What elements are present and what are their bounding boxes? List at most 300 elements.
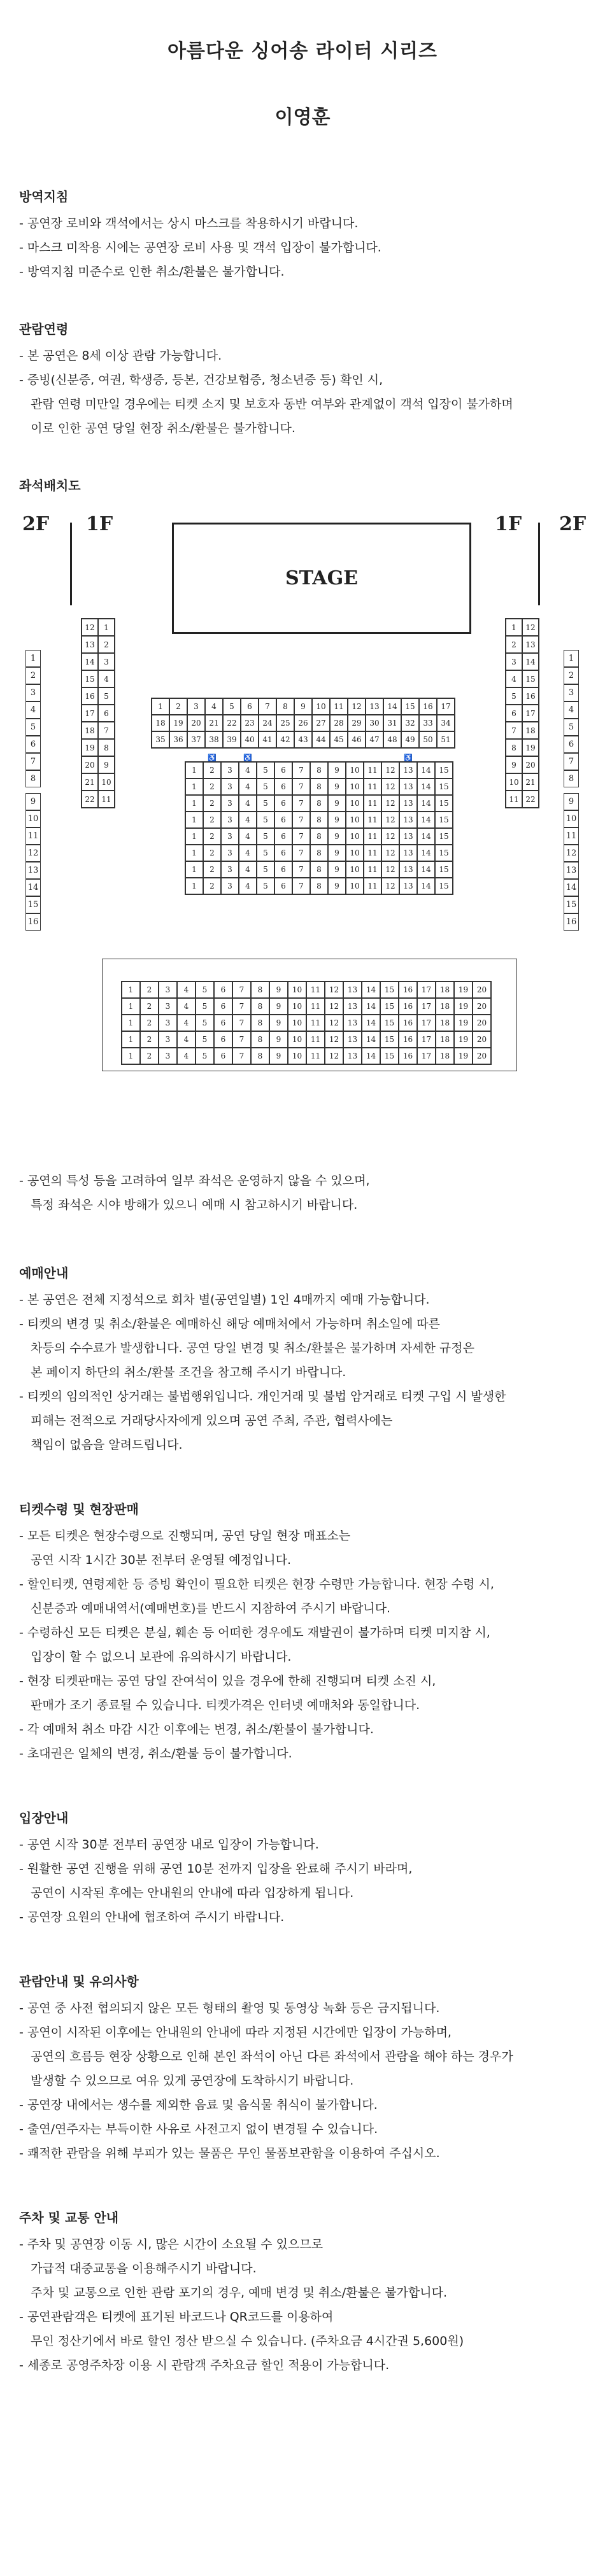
seat: 38 bbox=[205, 731, 223, 748]
text-line: - 공연의 특성 등을 고려하여 일부 좌석은 운영하지 않을 수 있으며, bbox=[19, 1174, 370, 1188]
text-line: - 초대권은 일체의 변경, 취소/환불 등이 불가합니다. bbox=[19, 1747, 292, 1761]
seat: 5 bbox=[257, 878, 274, 894]
seat: 16 bbox=[419, 698, 437, 715]
seat: 16 bbox=[399, 1048, 417, 1064]
seat: 16 bbox=[399, 982, 417, 998]
seat: 8 bbox=[251, 982, 269, 998]
seat: 18 bbox=[436, 1031, 454, 1048]
seat: 19 bbox=[454, 982, 473, 998]
seat: 8 bbox=[310, 812, 328, 828]
seat: 5 bbox=[196, 982, 214, 998]
seat: 15 bbox=[435, 861, 453, 878]
seat: 3 bbox=[159, 982, 177, 998]
seat: 7 bbox=[232, 982, 251, 998]
seat: 14 bbox=[362, 1015, 380, 1031]
seat: 4 bbox=[239, 845, 257, 861]
stage: STAGE bbox=[172, 523, 471, 634]
seat: 3 bbox=[221, 861, 239, 878]
seat: 10 bbox=[346, 795, 364, 812]
seat: 10 bbox=[25, 810, 41, 827]
seat: 7 bbox=[259, 698, 276, 715]
seat: 15 bbox=[380, 1048, 399, 1064]
seat: 22 bbox=[223, 715, 241, 731]
seat: 14 bbox=[82, 653, 98, 670]
seat: 5 bbox=[196, 1048, 214, 1064]
seat: 18 bbox=[436, 982, 454, 998]
section-pickup bbox=[19, 1499, 586, 1766]
text-line: 이로 인한 공연 당일 현장 취소/환불은 불가합니다. bbox=[19, 421, 295, 435]
seat: 1 bbox=[185, 845, 203, 861]
seat: 14 bbox=[417, 828, 435, 845]
text-line: 공연이 시작된 후에는 안내원의 안내에 따라 입장하게 됩니다. bbox=[19, 1886, 354, 1900]
seat: 7 bbox=[232, 1015, 251, 1031]
seat: 12 bbox=[381, 861, 399, 878]
seat: 15 bbox=[25, 896, 41, 913]
floor-label-2f-right: 2F bbox=[559, 513, 587, 535]
seat: 1 bbox=[185, 878, 203, 894]
seat: 6 bbox=[274, 861, 292, 878]
seat: 9 bbox=[328, 778, 346, 795]
seat: 15 bbox=[401, 698, 419, 715]
seat: 19 bbox=[169, 715, 187, 731]
seat: 8 bbox=[251, 998, 269, 1015]
seat: 12 bbox=[564, 845, 579, 862]
seat: 13 bbox=[564, 862, 579, 879]
seat: 14 bbox=[362, 998, 380, 1015]
section-age bbox=[19, 319, 586, 440]
seat: 20 bbox=[187, 715, 205, 731]
seat: 11 bbox=[25, 827, 41, 845]
seat: 14 bbox=[362, 982, 380, 998]
seat: 3 bbox=[159, 998, 177, 1015]
seat-column-2f bbox=[25, 793, 41, 931]
seat: 15 bbox=[435, 878, 453, 894]
seat: 11 bbox=[364, 812, 381, 828]
seat: 4 bbox=[25, 701, 41, 719]
seat: 14 bbox=[417, 878, 435, 894]
seat: 15 bbox=[522, 670, 539, 687]
seat: 6 bbox=[274, 795, 292, 812]
seat-column-2f bbox=[564, 650, 579, 787]
text-line: - 원활한 공연 진행을 위해 공연 10분 전까지 입장을 완료해 주시기 바라며, bbox=[19, 1862, 413, 1876]
seat: 15 bbox=[380, 1015, 399, 1031]
seat: 14 bbox=[564, 879, 579, 896]
seat: 3 bbox=[25, 684, 41, 701]
text-line: 판매가 조기 종료될 수 있습니다. 티켓가격은 인터넷 예매처와 동일합니다. bbox=[19, 1698, 420, 1712]
seat: 19 bbox=[82, 739, 98, 756]
seat: 3 bbox=[564, 684, 579, 701]
seat: 20 bbox=[473, 998, 491, 1015]
section-cautions bbox=[19, 1971, 586, 2165]
seat: 20 bbox=[473, 1048, 491, 1064]
text-line: 관람 연령 미만일 경우에는 티켓 소지 및 보호자 동반 여부와 관계없이 객석 입장이 불가하며 bbox=[19, 397, 513, 411]
seat: 13 bbox=[399, 828, 417, 845]
seat: 18 bbox=[152, 715, 169, 731]
seat: 10 bbox=[288, 1031, 306, 1048]
seat: 6 bbox=[214, 998, 232, 1015]
seat: 9 bbox=[328, 828, 346, 845]
seat: 11 bbox=[364, 828, 381, 845]
seat: 9 bbox=[269, 982, 288, 998]
text-line: 본 페이지 하단의 취소/환불 조건을 참고해 주시기 바랍니다. bbox=[19, 1365, 346, 1379]
seat: 11 bbox=[306, 1031, 325, 1048]
seat: 15 bbox=[435, 762, 453, 778]
seat: 12 bbox=[348, 698, 366, 715]
seat: 3 bbox=[221, 778, 239, 795]
seat: 11 bbox=[364, 762, 381, 778]
seat: 48 bbox=[383, 731, 401, 748]
seat: 12 bbox=[381, 762, 399, 778]
section-title: 주차 및 교통 안내 bbox=[19, 2210, 119, 2225]
seat: 11 bbox=[364, 861, 381, 878]
seat: 26 bbox=[294, 715, 312, 731]
text-line: 피해는 전적으로 거래당사자에게 있으며 공연 주최, 주관, 협력사에는 bbox=[19, 1414, 393, 1428]
seat: 7 bbox=[506, 722, 522, 739]
seat: 16 bbox=[399, 1031, 417, 1048]
seat: 5 bbox=[564, 719, 579, 736]
seat: 14 bbox=[25, 879, 41, 896]
seat: 51 bbox=[437, 731, 455, 748]
seat: 4 bbox=[506, 670, 522, 687]
seat: 10 bbox=[346, 762, 364, 778]
seat-column-2f bbox=[564, 793, 579, 931]
seat: 1 bbox=[185, 812, 203, 828]
seat: 11 bbox=[564, 827, 579, 845]
seat: 7 bbox=[292, 845, 310, 861]
seat: 6 bbox=[274, 812, 292, 828]
text-line: 공연 시작 1시간 30분 전부터 운영될 예정입니다. bbox=[19, 1553, 292, 1567]
seat: 13 bbox=[399, 812, 417, 828]
text-line: 차등의 수수료가 발생합니다. 공연 당일 변경 및 취소/환불은 불가하며 자세한 규정은 bbox=[19, 1341, 474, 1355]
seat: 27 bbox=[312, 715, 330, 731]
seat: 4 bbox=[239, 778, 257, 795]
seat: 3 bbox=[506, 653, 522, 670]
seat: 9 bbox=[328, 878, 346, 894]
seat: 4 bbox=[177, 982, 196, 998]
seat: 15 bbox=[435, 795, 453, 812]
seat: 9 bbox=[328, 812, 346, 828]
seat: 1 bbox=[25, 650, 41, 667]
seat: 1 bbox=[122, 1015, 140, 1031]
seat: 12 bbox=[381, 812, 399, 828]
text-line: - 공연 중 사전 협의되지 않은 모든 형태의 촬영 및 동영상 녹화 등은 금지됩니다. bbox=[19, 2001, 440, 2015]
seat: 14 bbox=[417, 778, 435, 795]
seat: 9 bbox=[328, 861, 346, 878]
seat: 10 bbox=[346, 778, 364, 795]
seat: 46 bbox=[348, 731, 366, 748]
section-title: 관람안내 및 유의사항 bbox=[19, 1974, 139, 1989]
seat: ♿ 13 bbox=[399, 762, 417, 778]
seat: 5 bbox=[223, 698, 241, 715]
seat: 15 bbox=[380, 998, 399, 1015]
seat: 32 bbox=[401, 715, 419, 731]
seat: 16 bbox=[82, 687, 98, 705]
seat: 10 bbox=[346, 878, 364, 894]
seat: 9 bbox=[294, 698, 312, 715]
text-line: 책임이 없음을 알려드립니다. bbox=[19, 1438, 183, 1452]
section-seating bbox=[19, 475, 586, 494]
seat: 3 bbox=[221, 812, 239, 828]
seat: 9 bbox=[564, 793, 579, 810]
text-line: 공연의 흐름등 현장 상황으로 인해 본인 좌석이 아닌 다른 좌석에서 관람을 해야 하는 경우가 bbox=[19, 2050, 513, 2064]
seat: 2 bbox=[98, 636, 115, 653]
section-title: 티켓수령 및 현장판매 bbox=[19, 1502, 139, 1517]
seat: 13 bbox=[343, 982, 362, 998]
text-line: - 티켓의 임의적인 상거래는 불법행위입니다. 개인거래 및 불법 암거래로 티켓 구입 시 발생한 bbox=[19, 1390, 506, 1404]
seat: 2 bbox=[203, 878, 221, 894]
seat: 21 bbox=[205, 715, 223, 731]
seat: 6 bbox=[274, 845, 292, 861]
seat: 13 bbox=[399, 795, 417, 812]
seat: 6 bbox=[241, 698, 259, 715]
seat: 11 bbox=[330, 698, 348, 715]
seat: 7 bbox=[292, 762, 310, 778]
seat: 31 bbox=[383, 715, 401, 731]
seat: 20 bbox=[473, 982, 491, 998]
seat: 5 bbox=[506, 687, 522, 705]
section-seating-notes bbox=[19, 1169, 586, 1217]
seat: 12 bbox=[25, 845, 41, 862]
seat: 18 bbox=[82, 722, 98, 739]
seat: 12 bbox=[522, 619, 539, 636]
seat: 4 bbox=[177, 1048, 196, 1064]
seat: 4 bbox=[239, 878, 257, 894]
seat: 5 bbox=[25, 719, 41, 736]
seat: 15 bbox=[435, 845, 453, 861]
seat: 5 bbox=[257, 812, 274, 828]
seat: 17 bbox=[417, 982, 436, 998]
floor-label-1f-left: 1F bbox=[86, 513, 113, 535]
seat: 6 bbox=[214, 1048, 232, 1064]
seat: 9 bbox=[328, 845, 346, 861]
seat: 13 bbox=[343, 1015, 362, 1031]
seat: 2 bbox=[140, 1031, 159, 1048]
seat: 5 bbox=[257, 861, 274, 878]
seat: 4 bbox=[239, 795, 257, 812]
seat: 28 bbox=[330, 715, 348, 731]
text-line: - 본 공연은 전체 지정석으로 회차 별(공연일별) 1인 4매까지 예매 가능합니다. bbox=[19, 1293, 430, 1307]
seat: 15 bbox=[380, 1031, 399, 1048]
seat: 2 bbox=[506, 636, 522, 653]
seat: 8 bbox=[310, 861, 328, 878]
seat: 10 bbox=[312, 698, 330, 715]
seat: 14 bbox=[417, 762, 435, 778]
seat: 2 bbox=[203, 795, 221, 812]
section-title: 좌석배치도 bbox=[19, 478, 81, 493]
seat: 13 bbox=[82, 636, 98, 653]
seat: 9 bbox=[98, 756, 115, 773]
text-line: 신분증과 예매내역서(예매번호)를 반드시 지참하여 주시기 바랍니다. bbox=[19, 1601, 391, 1615]
text-line: 무인 정산기에서 바로 할인 정산 받으실 수 있습니다. (주차요금 4시간권 5,600원) bbox=[19, 2334, 464, 2348]
text-line: - 각 예매처 취소 마감 시간 이후에는 변경, 취소/환불이 불가합니다. bbox=[19, 1722, 374, 1736]
seat: 4 bbox=[239, 828, 257, 845]
seat: 6 bbox=[564, 736, 579, 753]
page-title: 아름다운 싱어송 라이터 시리즈 bbox=[167, 40, 438, 62]
seat: 1 bbox=[122, 1048, 140, 1064]
seat: 17 bbox=[522, 705, 539, 722]
seat: 2 bbox=[203, 778, 221, 795]
seat: 16 bbox=[399, 998, 417, 1015]
seat: 1 bbox=[185, 762, 203, 778]
seat: 14 bbox=[417, 795, 435, 812]
seat: 17 bbox=[82, 705, 98, 722]
seat: 8 bbox=[564, 770, 579, 787]
seat: 4 bbox=[177, 1015, 196, 1031]
seat: 14 bbox=[362, 1048, 380, 1064]
seat: 3 bbox=[159, 1031, 177, 1048]
seat: 12 bbox=[325, 982, 343, 998]
text-line: - 공연관람객은 티켓에 표기된 바코드나 QR코드를 이용하여 bbox=[19, 2310, 334, 2324]
seat: 16 bbox=[25, 913, 41, 931]
seat: 3 bbox=[221, 845, 239, 861]
seat: 7 bbox=[292, 828, 310, 845]
seat: 3 bbox=[159, 1048, 177, 1064]
text-line: - 공연 시작 30분 전부터 공연장 내로 입장이 가능합니다. bbox=[19, 1838, 319, 1852]
seat: 15 bbox=[435, 812, 453, 828]
seat-block-center-top bbox=[151, 698, 455, 749]
seat: 19 bbox=[454, 998, 473, 1015]
seat: 10 bbox=[346, 812, 364, 828]
seat: 12 bbox=[325, 1048, 343, 1064]
text-line: - 티켓의 변경 및 취소/환불은 예매하신 해당 예매처에서 가능하며 취소일에 따른 bbox=[19, 1317, 440, 1331]
seat-map bbox=[19, 513, 586, 1169]
seat: 4 bbox=[239, 861, 257, 878]
floor-label-2f-left: 2F bbox=[22, 513, 50, 535]
seat: 14 bbox=[417, 812, 435, 828]
seat: 29 bbox=[348, 715, 366, 731]
seat: 2 bbox=[203, 828, 221, 845]
seat: 11 bbox=[306, 1048, 325, 1064]
seat: 13 bbox=[25, 862, 41, 879]
text-line: - 현장 티켓판매는 공연 당일 잔여석이 있을 경우에 한해 진행되며 티켓 소진 시, bbox=[19, 1674, 436, 1688]
seat: 1 bbox=[122, 1031, 140, 1048]
seat: 25 bbox=[276, 715, 294, 731]
text-line: - 공연장 로비와 객석에서는 상시 마스크를 착용하시기 바랍니다. bbox=[19, 216, 359, 230]
seat: 7 bbox=[292, 795, 310, 812]
seat: ♿ 4 bbox=[239, 762, 257, 778]
seat: 18 bbox=[436, 998, 454, 1015]
seat: 2 bbox=[203, 861, 221, 878]
seat: 3 bbox=[221, 795, 239, 812]
seat: 11 bbox=[506, 791, 522, 808]
seat: 18 bbox=[522, 722, 539, 739]
seat: 15 bbox=[82, 670, 98, 687]
seat: 7 bbox=[232, 1048, 251, 1064]
seat: 3 bbox=[221, 878, 239, 894]
seat: 12 bbox=[381, 778, 399, 795]
text-line: 입장이 할 수 없으니 보관에 유의하시기 바랍니다. bbox=[19, 1650, 292, 1664]
seat: 7 bbox=[564, 753, 579, 770]
header bbox=[0, 0, 605, 129]
seat: 4 bbox=[564, 701, 579, 719]
seat: 21 bbox=[82, 773, 98, 791]
seat-column-2f bbox=[25, 650, 41, 787]
seat: 6 bbox=[25, 736, 41, 753]
text-line: 특정 좌석은 시야 방해가 있으니 예매 시 참고하시기 바랍니다. bbox=[19, 1198, 358, 1212]
seat: 35 bbox=[152, 731, 169, 748]
seat: 5 bbox=[257, 845, 274, 861]
seat: 23 bbox=[241, 715, 259, 731]
seat: 9 bbox=[269, 1048, 288, 1064]
seat: 7 bbox=[25, 753, 41, 770]
seat: 16 bbox=[399, 1015, 417, 1031]
seat: 17 bbox=[417, 1015, 436, 1031]
section-parking bbox=[19, 2207, 586, 2377]
text-line: 발생할 수 있으므로 여유 있게 공연장에 도착하시기 바랍니다. bbox=[19, 2074, 354, 2088]
seat: 15 bbox=[435, 828, 453, 845]
seat: 14 bbox=[522, 653, 539, 670]
seat: 3 bbox=[187, 698, 205, 715]
seat: 11 bbox=[364, 795, 381, 812]
seat: 33 bbox=[419, 715, 437, 731]
seat: 6 bbox=[506, 705, 522, 722]
seat: 5 bbox=[257, 778, 274, 795]
seat-block-bottom bbox=[121, 981, 492, 1065]
seat: 10 bbox=[288, 982, 306, 998]
seat-block-1f-side bbox=[505, 618, 539, 808]
seat: 13 bbox=[399, 778, 417, 795]
text-line: - 수령하신 모든 티켓은 분실, 훼손 등 어떠한 경우에도 재발권이 불가하며 티켓 미지참 시, bbox=[19, 1626, 490, 1640]
seat: 8 bbox=[310, 795, 328, 812]
seat: 7 bbox=[232, 998, 251, 1015]
seat: 15 bbox=[435, 778, 453, 795]
seat: 5 bbox=[196, 998, 214, 1015]
seat: 1 bbox=[185, 778, 203, 795]
seat: 11 bbox=[364, 878, 381, 894]
seat: 17 bbox=[417, 998, 436, 1015]
seat: 8 bbox=[251, 1031, 269, 1048]
seat: 22 bbox=[522, 791, 539, 808]
seat: 8 bbox=[310, 845, 328, 861]
seat: 2 bbox=[140, 982, 159, 998]
text-line: - 공연이 시작된 이후에는 안내원의 안내에 따라 지정된 시간에만 입장이 가능하며, bbox=[19, 2025, 452, 2039]
seat: 36 bbox=[169, 731, 187, 748]
seat: 10 bbox=[346, 861, 364, 878]
seat: 40 bbox=[241, 731, 259, 748]
seat: 4 bbox=[98, 670, 115, 687]
seat: 1 bbox=[185, 828, 203, 845]
seat: 11 bbox=[364, 845, 381, 861]
seat: 19 bbox=[454, 1031, 473, 1048]
seat: 16 bbox=[564, 913, 579, 931]
seat: 14 bbox=[383, 698, 401, 715]
seat: 1 bbox=[152, 698, 169, 715]
text-line: - 쾌적한 관람을 위해 부피가 있는 물품은 무인 물품보관함을 이용하여 주십시오. bbox=[19, 2146, 440, 2160]
seat: 24 bbox=[259, 715, 276, 731]
section-booking bbox=[19, 1263, 586, 1457]
seat: 13 bbox=[343, 998, 362, 1015]
seat: 6 bbox=[274, 778, 292, 795]
seat: 6 bbox=[274, 762, 292, 778]
seat: 11 bbox=[306, 982, 325, 998]
seat: 4 bbox=[177, 1031, 196, 1048]
seat: 4 bbox=[177, 998, 196, 1015]
seat: 5 bbox=[98, 687, 115, 705]
seat: 7 bbox=[292, 878, 310, 894]
seat: 20 bbox=[473, 1015, 491, 1031]
seat: 37 bbox=[187, 731, 205, 748]
seat: 13 bbox=[399, 878, 417, 894]
seat: 13 bbox=[366, 698, 383, 715]
seat: 12 bbox=[82, 619, 98, 636]
seat: 15 bbox=[564, 896, 579, 913]
seat: 45 bbox=[330, 731, 348, 748]
seat: 12 bbox=[325, 1031, 343, 1048]
seat: 8 bbox=[25, 770, 41, 787]
seat: 19 bbox=[522, 739, 539, 756]
section-title: 예매안내 bbox=[19, 1265, 69, 1281]
text-line: - 방역지침 미준수로 인한 취소/환불은 불가합니다. bbox=[19, 265, 285, 279]
